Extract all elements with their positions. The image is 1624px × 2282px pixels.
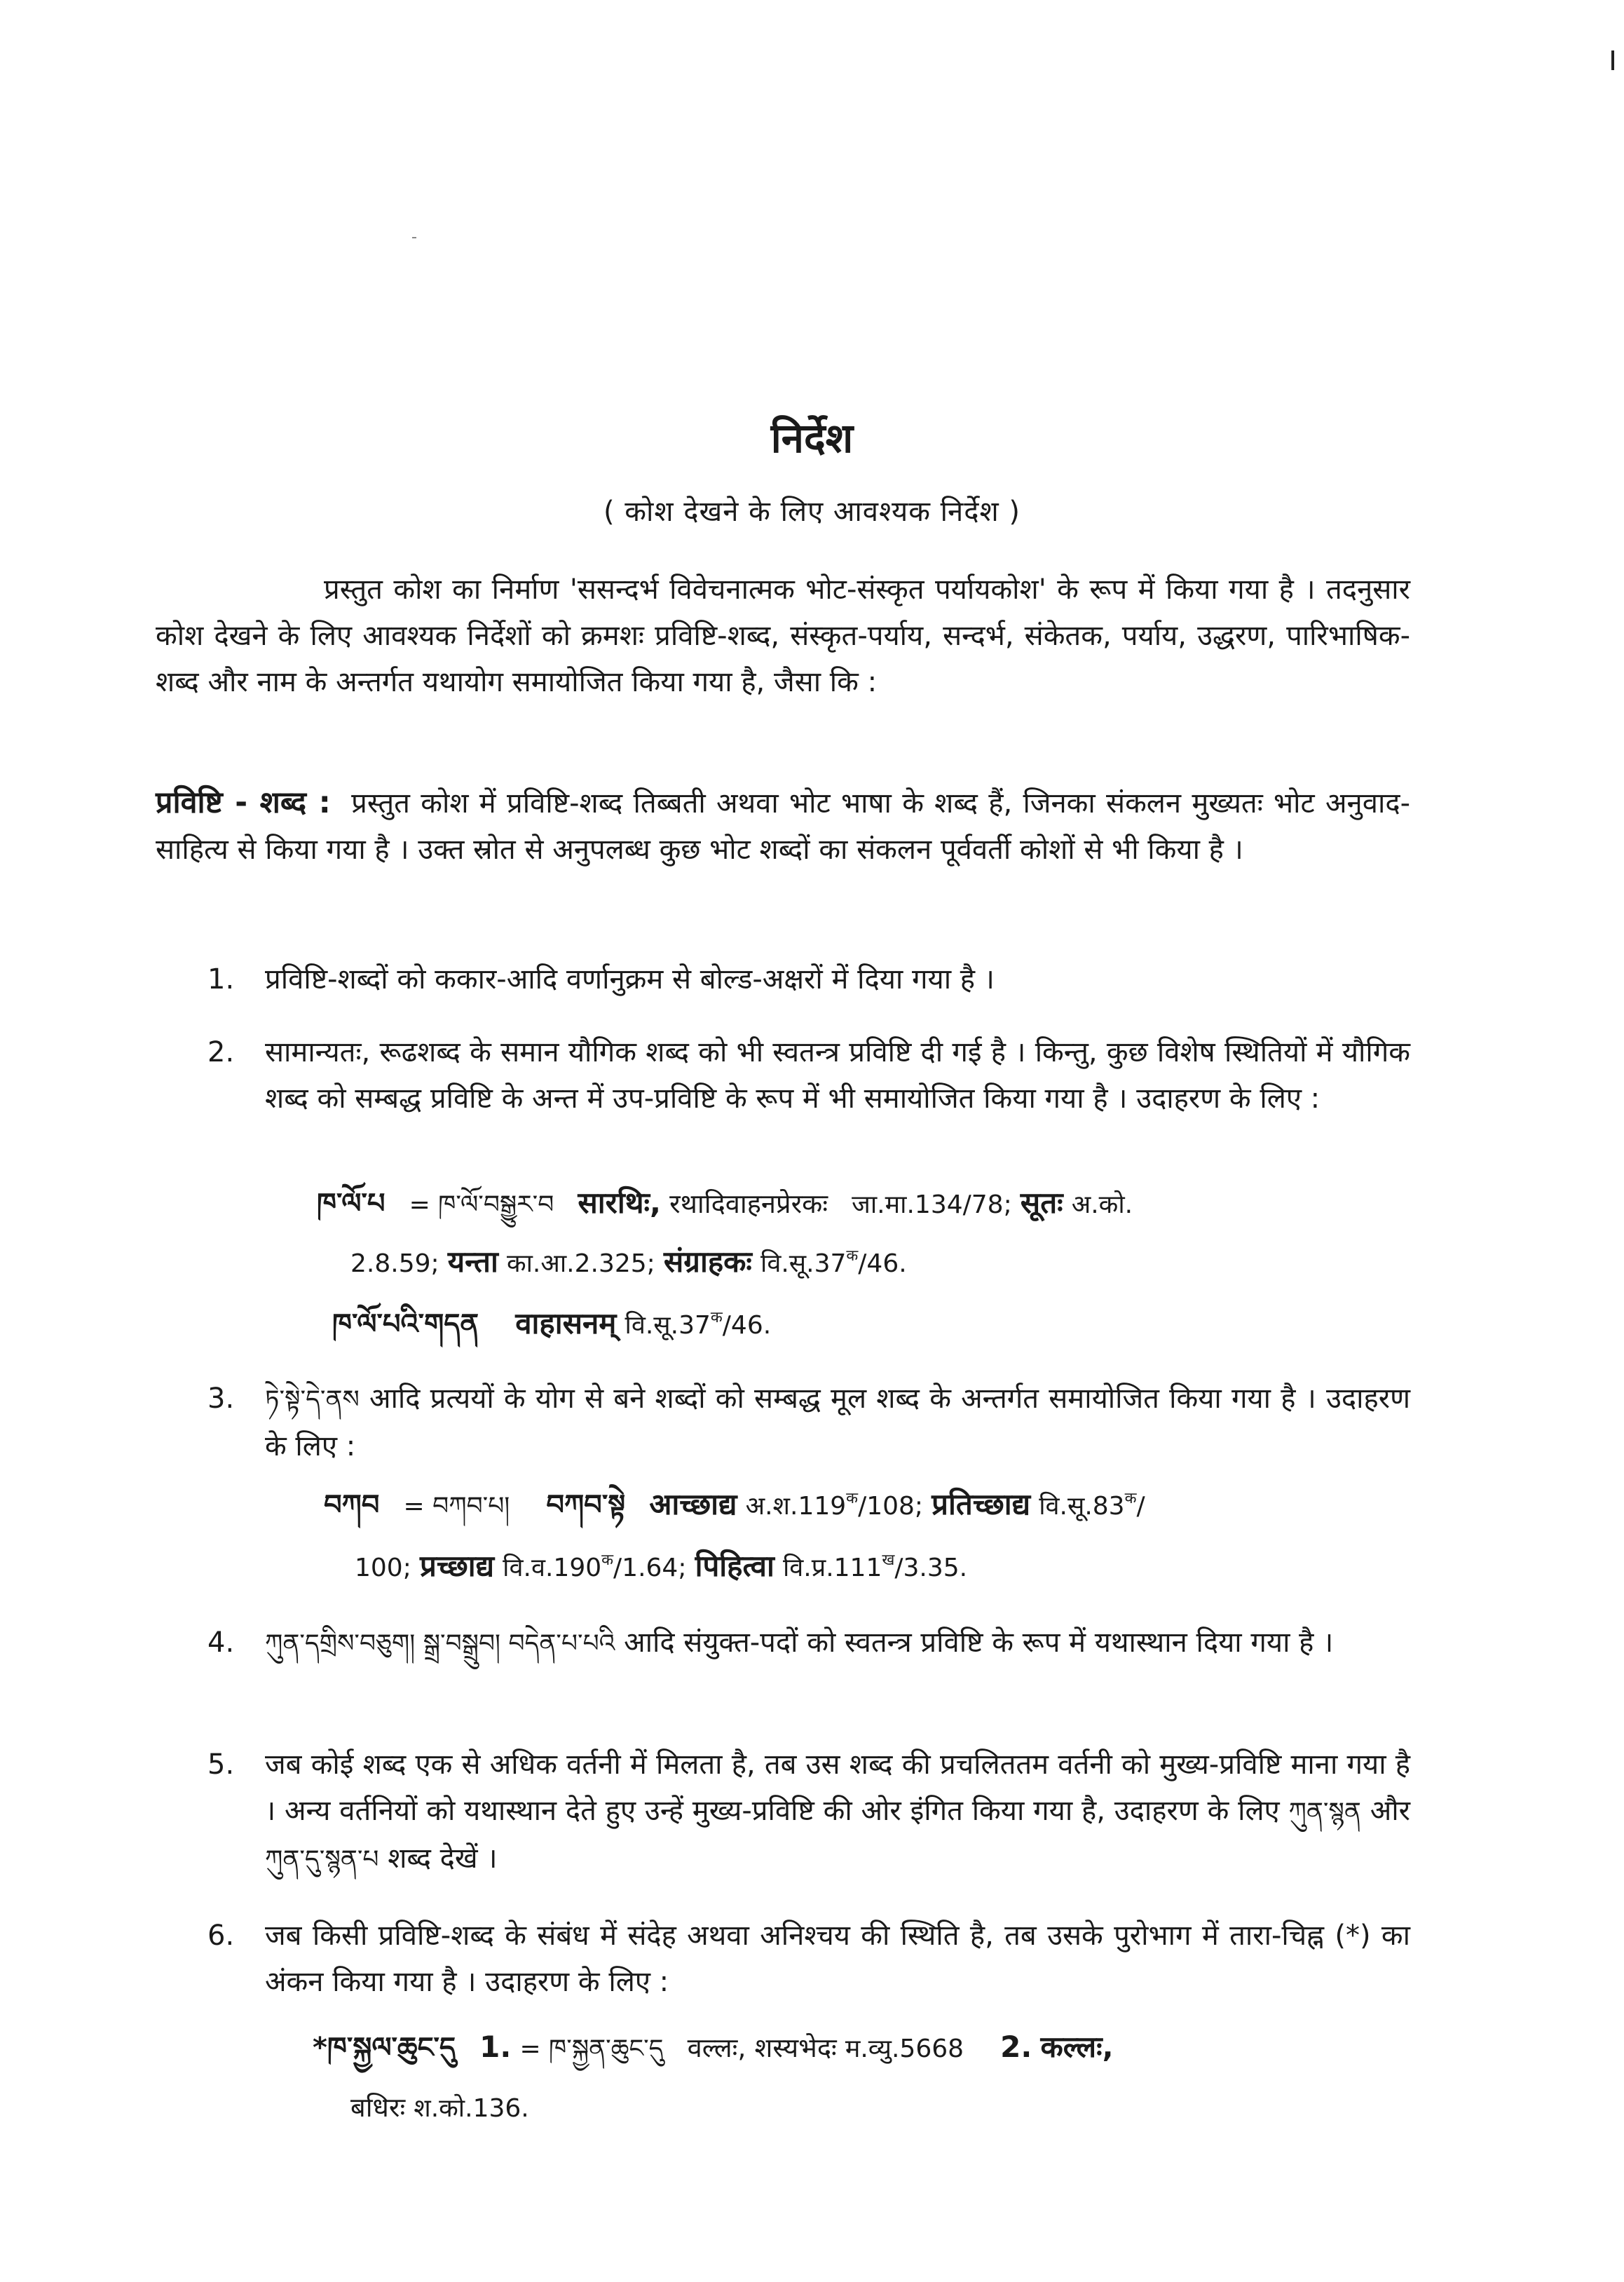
tibetan-word: ཀུན་དུ་སྙན་པ bbox=[265, 1845, 379, 1874]
entry-word-text: प्रस्तुत कोश में प्रविष्टि-शब्द तिब्बती अथवा भोट भाषा के शब्द हैं, जिनका संकलन मुख्यतः भोट अनुवाद-साहित्य से किया गया है । उक्त स्रोत से अनुपलब्ध कुछ भोट शब्दों का संकलन पूर्ववर्ती कोशों से भी किया है । bbox=[156, 787, 1410, 866]
list-item bbox=[207, 956, 1410, 1003]
intro-paragraph: प्रस्तुत कोश का निर्माण 'ससन्दर्भ विवेचनात्मक भोट-संस्कृत पर्यायकोश' के रूप में किया गया है । तदनुसार कोश देखने के लिए आवश्यक निर्देशों को क्रमशः प्रविष्टि-शब्द, संस्कृत-पर्याय, सन्दर्भ, संकेतक, पर्याय, उद्धरण, पारिभाषिक-शब्द और नाम के अन्तर्गत यथायोग समायोजित किया गया है, जैसा कि : bbox=[156, 573, 1410, 698]
tibetan-subheadword: ཁ་ལོ་པའི་གདན bbox=[332, 1308, 479, 1340]
reference: 100; bbox=[355, 1554, 411, 1582]
sense-number: 1. bbox=[479, 2030, 512, 2064]
sanskrit-equivalent: वाहासनम् bbox=[515, 1306, 617, 1340]
tibetan-synonym: = བཀབ་པ། bbox=[403, 1492, 510, 1521]
sanskrit-equivalent: प्रतिच्छाद्य bbox=[932, 1487, 1031, 1521]
example-line bbox=[317, 1181, 1133, 1228]
reference: म.व्यु.5668 bbox=[845, 2035, 964, 2063]
item-number: 6. bbox=[207, 1920, 235, 1952]
reference: $वि.व.190^क/1.64$; bbox=[503, 1551, 687, 1582]
sanskrit-equivalent: सूतः bbox=[1020, 1186, 1063, 1220]
tibetan-headword: *ཁ་སྐྱལ་ཆུང་དུ bbox=[313, 2032, 456, 2064]
sanskrit-equivalent: वल्लः, bbox=[687, 2032, 746, 2063]
sanskrit-equivalent: यन्ता bbox=[447, 1244, 498, 1279]
list-item bbox=[207, 1376, 1410, 1469]
item-number: 3. bbox=[207, 1383, 235, 1415]
reference: का.आ.2.325; bbox=[506, 1249, 655, 1278]
example-line bbox=[350, 1240, 907, 1286]
list-item bbox=[207, 1913, 1410, 2005]
item-text: ཀུན་དགྲིས་བཅུག། སྒྲ་བསྒྲུབ། བདེན་པ་པའི आदि संयुक्त-पदों को स्वतन्त्र प्रविष्टि के रूप में यथास्थान दिया गया है । bbox=[265, 1626, 1334, 1659]
tibetan-compounds: ཀུན་དགྲིས་བཅུག། སྒྲ་བསྒྲུབ། བདེན་པ་པའི bbox=[265, 1629, 615, 1658]
tibetan-synonym: = ཁ་སྐྱན་ཆུང་དུ bbox=[519, 2035, 664, 2063]
tibetan-headword: བཀབ bbox=[324, 1489, 380, 1521]
item-text: प्रविष्टि-शब्दों को ककार-आदि वर्णानुक्रम से बोल्ड-अक्षरों में दिया गया है । bbox=[265, 963, 995, 996]
sanskrit-equivalent: कल्लः, bbox=[1040, 2030, 1114, 2064]
entry-word-paragraph bbox=[156, 780, 1410, 873]
tibetan-word: ཀུན་སྙན bbox=[1288, 1798, 1361, 1826]
item-number: 1. bbox=[207, 963, 235, 996]
sanskrit-equivalent: पिहित्वा bbox=[695, 1549, 775, 1583]
item-text: जब कोई शब्द एक से अधिक वर्तनी में मिलता है, तब उस शब्द की प्रचलिततम वर्तनी को मुख्य-प्रविष्टि माना गया है । अन्य वर्तनियों को यथास्थान देते हुए उन्हें मुख्य-प्रविष्टि की ओर इंगित किया गया है, उदाहरण के लिए ཀུན་སྙན और ཀུན་དུ་སྙན་པ शब्द देखें । bbox=[265, 1748, 1410, 1875]
sanskrit-equivalent: आच्छाद्य bbox=[649, 1487, 737, 1521]
tibetan-suffixes: ཏེ་སྟེ་དེ་ནས bbox=[265, 1385, 360, 1414]
sanskrit-equivalent: सारथिः, bbox=[578, 1186, 661, 1220]
reference: $अ.श.119^क/108$; bbox=[745, 1490, 924, 1521]
reference: $वि.सू.37^क/46$. bbox=[760, 1247, 907, 1278]
item-number: 5. bbox=[207, 1748, 235, 1781]
example-line bbox=[313, 2025, 1114, 2072]
example-line bbox=[350, 2085, 529, 2131]
item-number: 4. bbox=[207, 1626, 235, 1659]
reference: $वि.सू.37^क/46$. bbox=[625, 1309, 772, 1340]
definition: रथादिवाहनप्रेरकः bbox=[669, 1188, 828, 1219]
scan-dust-mark bbox=[412, 237, 416, 238]
reference: अ.को. bbox=[1071, 1190, 1133, 1219]
example-line bbox=[332, 1301, 771, 1348]
item-text: ཏེ་སྟེ་དེ་ནས आदि प्रत्ययों के योग से बने शब्दों को सम्बद्ध मूल शब्द के अन्तर्गत समायोजित किया गया है । उदाहरण के लिए : bbox=[265, 1383, 1411, 1462]
example-line bbox=[355, 1544, 967, 1591]
page-title: निर्देश bbox=[770, 414, 854, 462]
list-item bbox=[207, 1029, 1410, 1122]
item-number: 2. bbox=[207, 1036, 235, 1068]
sanskrit-equivalent: प्रच्छाद्य bbox=[419, 1549, 495, 1583]
page-subtitle: ( कोश देखने के लिए आवश्यक निर्देश ) bbox=[603, 496, 1021, 528]
tibetan-synonym: = ཁ་ལོ་བསྒྱུར་བ bbox=[409, 1190, 554, 1219]
reference: श.को.136. bbox=[414, 2094, 529, 2123]
sanskrit-equivalent: संग्राहकः bbox=[663, 1244, 752, 1279]
definition: बधिरः bbox=[350, 2092, 406, 2123]
reference: $वि.सू.83^क/$ bbox=[1039, 1490, 1145, 1521]
item-text: सामान्यतः, रूढशब्द के समान यौगिक शब्द को भी स्वतन्त्र प्रविष्टि दी गई है । किन्तु, कुछ विशेष स्थितियों में यौगिक शब्द को सम्बद्ध प्रविष्टि के अन्त में उप-प्रविष्टि के रूप में भी समायोजित किया गया है । उदाहरण के लिए : bbox=[265, 1036, 1410, 1115]
list-item bbox=[207, 1619, 1410, 1667]
entry-word-heading: प्रविष्टि - शब्द : bbox=[156, 785, 331, 820]
definition: शस्यभेदः bbox=[754, 2032, 837, 2063]
example-line bbox=[324, 1482, 1145, 1529]
reference: $वि.प्र.111^ख/3.35$. bbox=[782, 1551, 968, 1582]
tibetan-subheadword: བཀབ་སྟེ bbox=[546, 1489, 626, 1521]
reference: जा.मा.134/78; bbox=[852, 1190, 1012, 1219]
reference: 2.8.59; bbox=[350, 1249, 439, 1278]
list-item bbox=[207, 1741, 1410, 1883]
item-text: जब किसी प्रविष्टि-शब्द के संबंध में संदेह अथवा अनिश्चय की स्थिति है, तब उसके पुरोभाग में तारा-चिह्न (*) का अंकन किया गया है । उदाहरण के लिए : bbox=[265, 1920, 1410, 1998]
sense-number: 2. bbox=[1000, 2030, 1032, 2064]
scan-edge-mark bbox=[1611, 50, 1614, 70]
tibetan-headword: ཁ་ལོ་པ bbox=[317, 1188, 385, 1220]
